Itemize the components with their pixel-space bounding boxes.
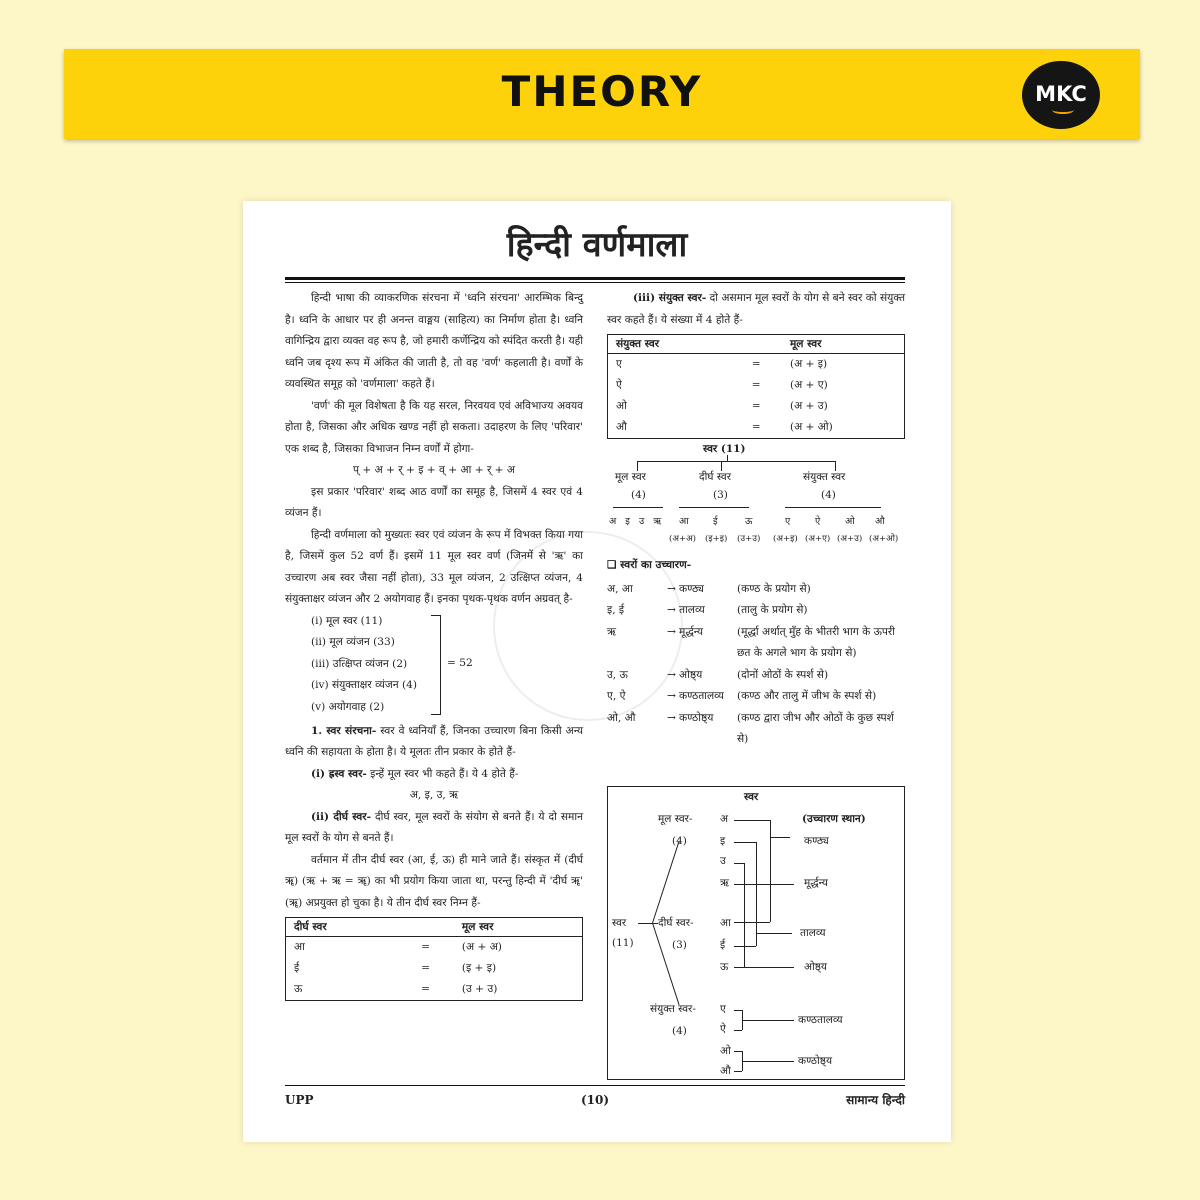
hrasva-paragraph: (i) ह्रस्व स्वर- इन्हें मूल स्वर भी कहते हैं। ये 4 होते हैं- <box>311 767 519 780</box>
tree-branch-mool: मूल स्वर <box>615 471 646 483</box>
parivar-equation: प् + अ + र् + इ + व् + आ + र् + अ <box>352 464 516 476</box>
list-item: (ii) मूल व्यंजन (33) <box>311 636 395 648</box>
varna-paragraph: 'वर्ण' की मूल विशेषता है कि यह सरल, निरवयव एवं अविभाज्य अवयव होता है, जिसका और अधिक खण्ड नहीं हो सकता। उदाहरण के लिए 'परिवार' एक शब्द है, जिसका विभाजन निम्न वर्णों में होगा- <box>285 399 583 455</box>
banner-title: THEORY <box>501 67 703 116</box>
tree-root: स्वर (11) <box>703 443 746 455</box>
dirgha-detail-paragraph: वर्तमान में तीन दीर्घ स्वर (आ, ई, ऊ) ही माने जाते हैं। संस्कृत में (दीर्घ ॠ) (ऋ + ऋ = ॠ) का भी प्रयोग किया जाता था, परन्तु हिन्दी में 'दीर्घ ॠ' (ॠ) अप्रयुक्त हो चुका है। ये तीन दीर्घ स्वर निम्न हैं- <box>285 853 583 909</box>
list-brace <box>431 615 441 715</box>
table-row: ए = (अ + इ) <box>616 358 828 370</box>
sanyukt-paragraph: (iii) संयुक्त स्वर- दो असमान मूल स्वरों के योग से बने स्वर को संयुक्त स्वर कहते हैं। ये संख्या में 4 होते हैं- <box>607 292 905 326</box>
table-row: ऊ = (उ + उ) <box>294 983 498 995</box>
swar-tree-diagram: स्वर (11) मूल स्वर दीर्घ स्वर संयुक्त स्वर (4) (3) (4) अ इ उ ऋ आ ई ऊ ए ऐ ओ औ (अ+अ) (इ+इ) (उ+उ) (अ+इ) (अ+ए) (अ+उ) (अ+ओ) <box>607 439 905 555</box>
parivar-summary: इस प्रकार 'परिवार' शब्द आठ वर्णों का समूह है, जिसमें 4 स्वर एवं 4 व्यंजन हैं। <box>285 485 583 519</box>
table-row: ऐ = (अ + ए) <box>616 379 828 391</box>
page-footer <box>285 1085 905 1109</box>
table-row: आ = (अ + अ) <box>294 941 502 953</box>
footer-right: सामान्य हिन्दी <box>846 1093 905 1107</box>
swar-sanrachna-paragraph: 1. स्वर संरचना- स्वर वे ध्वनियाँ हैं, जिनका उच्चारण बिना किसी अन्य ध्वनि की सहायता के होता है। ये मूलतः तीन प्रकार के होते हैं- <box>285 724 584 758</box>
list-total: = 52 <box>447 656 473 669</box>
sanyukt-table: संयुक्त स्वर मूल स्वर ए = (अ + इ) ऐ = (अ + ए) ओ = (अ + उ) औ = (अ + ओ) <box>607 334 905 439</box>
list-item: (iv) संयुक्ताक्षर व्यंजन (4) <box>311 679 417 691</box>
varnamala-paragraph: हिन्दी वर्णमाला को मुख्यतः स्वर एवं व्यंजन के रूप में विभक्त किया गया है, जिसमें कुल 52 वर्ण हैं। इसमें 11 मूल स्वर वर्ण (जिनमें से 'ऋ' का उच्चारण अब स्वर जैसा नहीं होता), 33 मूल व्यंजन, 2 उत्क्षिप्त व्यंजन, 4 संयुक्ताक्षर व्यंजन और 2 अयोगवाह हैं। इनका पृथक-पृथक वर्णन अग्रवत् है- <box>285 528 583 605</box>
tree-branch-dirgha: दीर्घ स्वर <box>699 471 732 483</box>
banner <box>64 49 1140 139</box>
list-item: ऋ → मूर्द्धन्य (मूर्द्धा अर्थात् मुँह के भीतरी भाग के ऊपरी छत के अगले भाग के प्रयोग से) <box>607 625 895 659</box>
list-item: इ, ई → तालव्य (तालु के प्रयोग से) <box>607 604 808 616</box>
footer-left: UPP <box>285 1093 314 1107</box>
right-column <box>607 288 905 751</box>
list-item: उ, ऊ → ओष्ठ्य (दोनों ओठों के स्पर्श से) <box>607 668 829 681</box>
page-number: (10) <box>580 1093 610 1107</box>
list-item: (i) मूल स्वर (11) <box>311 614 383 627</box>
list-item: (iii) उत्क्षिप्त व्यंजन (2) <box>311 657 408 670</box>
table-row: ओ = (अ + उ) <box>616 400 828 412</box>
table-row: औ = (अ + ओ) <box>616 421 833 433</box>
title-rule <box>285 277 905 280</box>
table-row: ई = (इ + इ) <box>294 962 497 974</box>
tree-branch-sanyukt: संयुक्त स्वर <box>803 471 846 483</box>
page-title: हिन्दी वर्णमाला <box>506 225 688 265</box>
hrasva-list: अ, इ, उ, ऋ <box>409 789 459 801</box>
left-column <box>285 288 583 1001</box>
list-item: (v) अयोगवाह (2) <box>311 700 385 713</box>
document-page <box>243 201 951 1142</box>
dirgha-table: दीर्घ स्वर मूल स्वर आ = (अ + अ) ई = (इ + इ) ऊ = (उ + उ) <box>285 917 583 1001</box>
mkc-logo: MKC <box>1022 61 1100 129</box>
dirgha-paragraph: (ii) दीर्घ स्वर- दीर्घ स्वर, मूल स्वरों के संयोग से बनते हैं। ये दो समान मूल स्वरों के योग से बनते हैं। <box>285 810 583 844</box>
pronunciation-list <box>607 579 905 751</box>
pronunciation-heading: ❑ स्वरों का उच्चारण- <box>607 559 692 571</box>
list-item: अ, आ → कण्ठ्य (कण्ठ के प्रयोग से) <box>607 582 811 595</box>
tree-mool-leaves: अ इ उ ऋ <box>609 516 665 527</box>
varna-category-list <box>311 611 583 721</box>
list-item: ए, ऐ → कण्ठतालव्य (कण्ठ और तालु में जीभ के स्पर्श से) <box>607 690 877 702</box>
title-rule-thin <box>285 282 905 283</box>
list-item: ओ, औ → कण्ठोष्ठ्य (कण्ठ द्वारा जीभ और ओठों के कुछ स्पर्श से) <box>607 711 894 745</box>
intro-paragraph: हिन्दी भाषा की व्याकरणिक संरचना में 'ध्वनि संरचना' आरम्भिक बिन्दु है। ध्वनि के आधार पर ही अनन्त वाङ्मय (साहित्य) का निर्माण होता है। ध्वनि वागिन्द्रिय द्वारा व्यक्त वह रूप है, जो हमारी कर्णेन्द्रिय को स्पंदित करती है। यही ध्वनि जब दृश्य रूप में अंकित की जाती है, तो वह 'वर्ण' कहलाती है। वर्णों के व्यवस्थित समूह को 'वर्णमाला' कहते हैं। <box>285 292 583 390</box>
pronunciation-place-diagram: स्वर स्वर (11) मूल स्वर- (4) दीर्घ स्वर- (3) संयुक्त स्वर- (4) अ इ उ ऋ आ ई ऊ ए ऐ ओ औ (उच्चारण स्थान) कण्ठ्य मूर्द्धन्य तालव्य ओष्ठ्य कण्ठतालव्य कण्ठोष्ठ्य <box>607 786 905 1080</box>
